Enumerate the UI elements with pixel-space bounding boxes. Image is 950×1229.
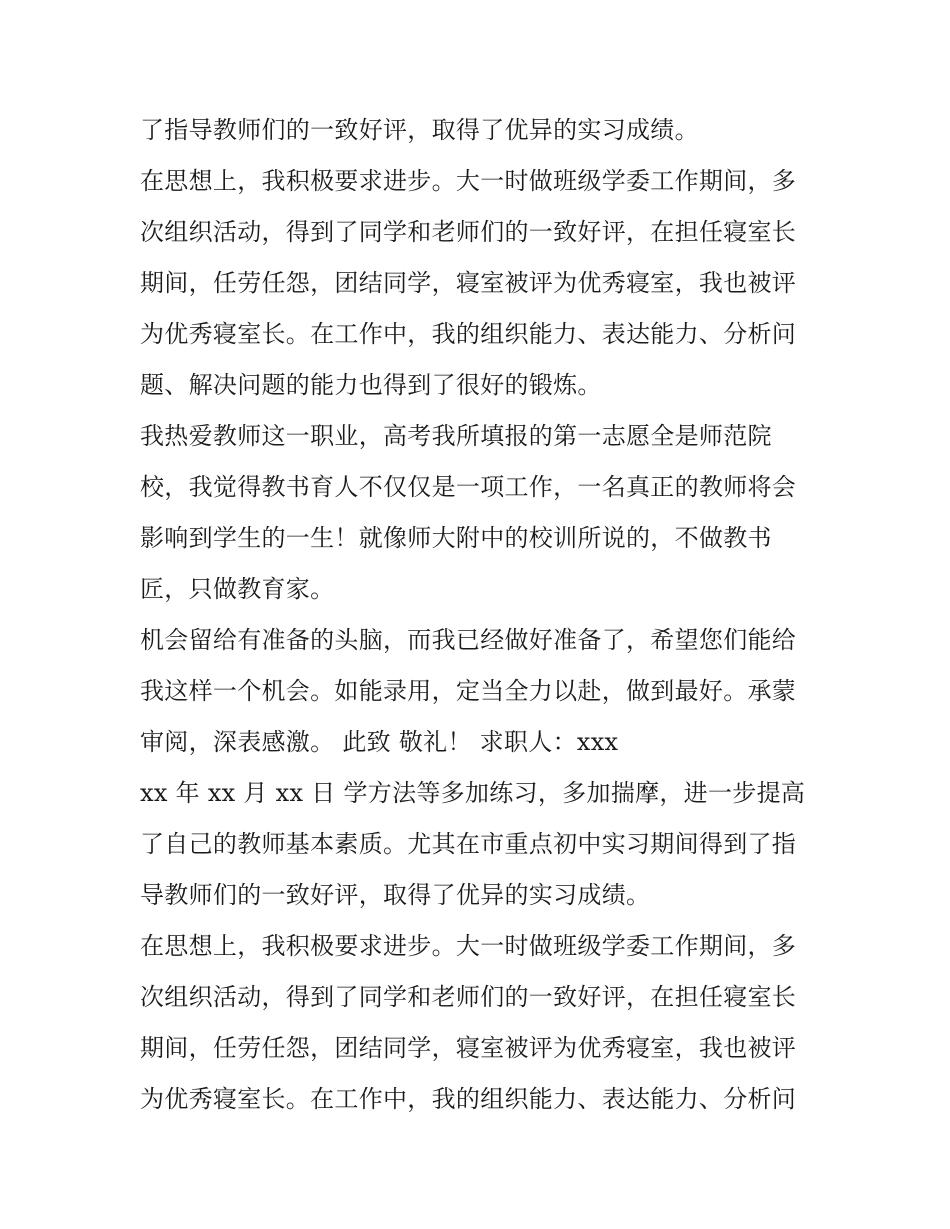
- text-line: 导教师们的一致好评，取得了优异的实习成绩。: [140, 881, 651, 909]
- text-line: 期间，任劳任怨，团结同学，寝室被评为优秀寝室，我也被评: [140, 269, 797, 297]
- text-line: xx 年 xx 月 xx 日 学方法等多加练习，多加揣摩，进一步提高: [140, 779, 806, 807]
- text-line: 在思想上，我积极要求进步。大一时做班级学委工作期间，多: [140, 167, 797, 195]
- text-line: 次组织活动，得到了同学和老师们的一致好评，在担任寝室长: [140, 218, 797, 246]
- text-line: 期间，任劳任怨，团结同学，寝室被评为优秀寝室，我也被评: [140, 1034, 797, 1062]
- text-line: 次组织活动，得到了同学和老师们的一致好评，在担任寝室长: [140, 983, 797, 1011]
- text-line: 匠，只做教育家。: [140, 575, 335, 603]
- text-line: 了自己的教师基本素质。尤其在市重点初中实习期间得到了指: [140, 830, 797, 858]
- text-line: 校，我觉得教书育人不仅仅是一项工作，一名真正的教师将会: [140, 473, 797, 501]
- text-line: 审阅，深表感激。 此致 敬礼！ 求职人：xxx: [140, 728, 619, 756]
- text-line: 了指导教师们的一致好评，取得了优异的实习成绩。: [140, 116, 699, 144]
- text-line: 机会留给有准备的头脑，而我已经做好准备了，希望您们能给: [140, 626, 797, 654]
- text-line: 在思想上，我积极要求进步。大一时做班级学委工作期间，多: [140, 932, 797, 960]
- text-line: 为优秀寝室长。在工作中，我的组织能力、表达能力、分析问: [140, 320, 797, 348]
- text-line: 影响到学生的一生！就像师大附中的校训所说的，不做教书: [140, 524, 772, 552]
- text-line: 为优秀寝室长。在工作中，我的组织能力、表达能力、分析问: [140, 1085, 797, 1113]
- body-text: [140, 105, 830, 1125]
- text-line: 题、解决问题的能力也得到了很好的锻炼。: [140, 371, 602, 399]
- text-line: 我热爱教师这一职业，高考我所填报的第一志愿全是师范院: [140, 422, 772, 450]
- text-line: 我这样一个机会。如能录用，定当全力以赴，做到最好。承蒙: [140, 677, 797, 705]
